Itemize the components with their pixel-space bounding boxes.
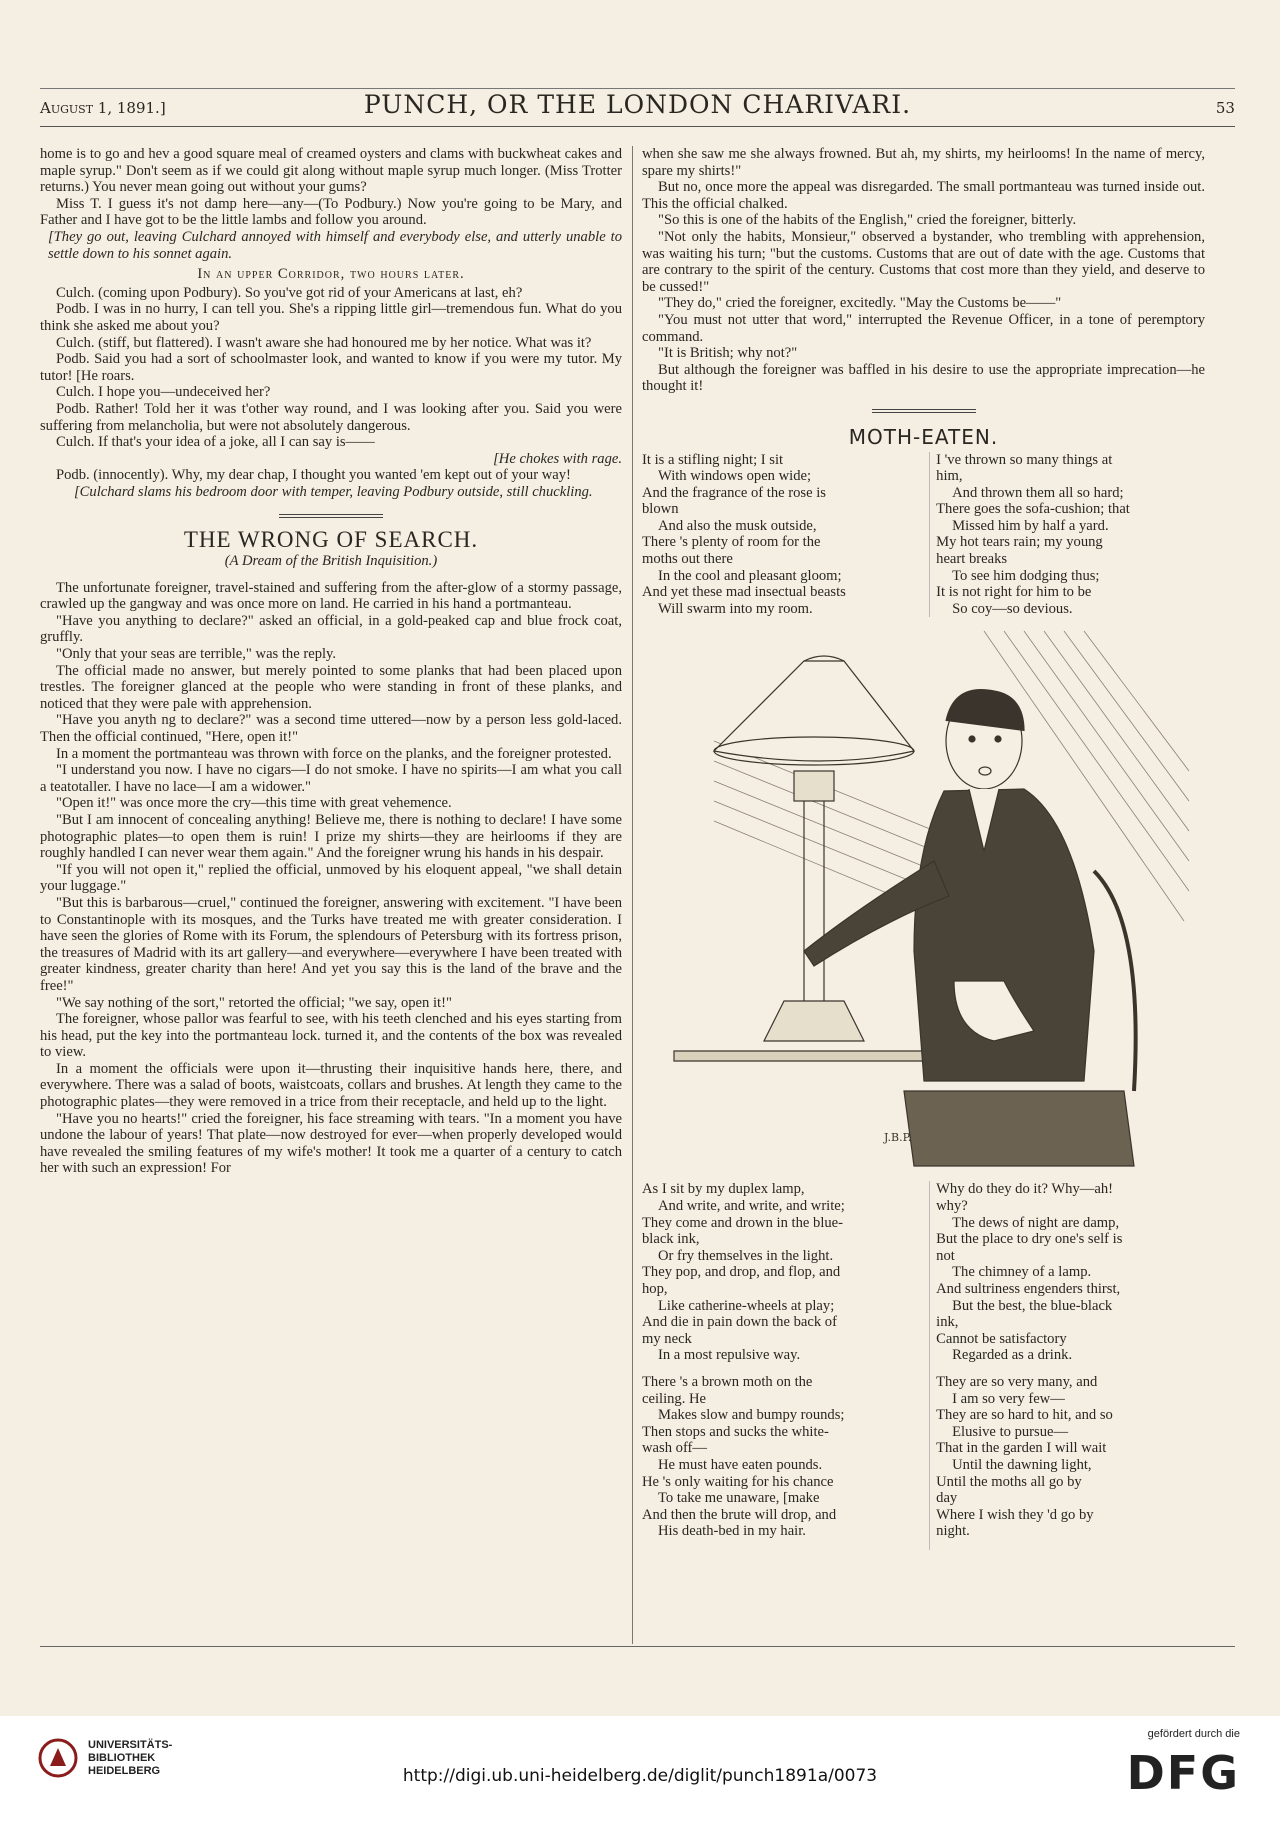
poem-line: Will swarm into my room. bbox=[658, 600, 813, 617]
poem-line: ink, bbox=[936, 1314, 959, 1331]
left-column bbox=[40, 146, 622, 1177]
poem-line: not bbox=[936, 1247, 955, 1264]
poem-line: But the place to dry one's self is bbox=[936, 1231, 1123, 1248]
poem-line: And die in pain down the back of bbox=[642, 1314, 837, 1331]
poem-line: heart breaks bbox=[936, 551, 1008, 568]
poem-line: day bbox=[936, 1490, 958, 1507]
poem-line: He 's only waiting for his chance bbox=[642, 1473, 834, 1490]
poem-line: I 've thrown so many things at bbox=[936, 451, 1113, 468]
poem-line: As I sit by my duplex lamp, bbox=[642, 1181, 805, 1198]
poem-line: It is a stifling night; I sit bbox=[642, 451, 784, 468]
article-paragraph: In a moment the officials were upon it—thrusting their inquisitive hands here, there, and everywhere. There was a salad of boots, waistcoats, collars and brushes. At length they came to the photographic plates—they were removed in a trice from their receptacle, and held up to the light. bbox=[40, 1060, 622, 1111]
dialogue-line: Podb. (innocently). Why, my dear chap, I thought you wanted 'em kept out of your way! bbox=[56, 467, 571, 484]
poem-line: They are so very many, and bbox=[936, 1373, 1098, 1390]
page-number: 53 bbox=[1215, 99, 1235, 117]
scene-intro-1: home is to go and hev a good square meal of creamed oysters and clams with buckwheat cakes and maple syrup." Don't seem as if we could git along without maple syrup much longer. (Miss Trotter returns.) You never mean going out without your gums? bbox=[40, 146, 622, 196]
poem-line: So coy—so devious. bbox=[952, 600, 1073, 617]
library-line: HEIDELBERG bbox=[88, 1764, 161, 1777]
poem-line: blown bbox=[642, 501, 679, 518]
poem-bottom-left bbox=[642, 1181, 912, 1549]
poem-line: His death-bed in my hair. bbox=[658, 1523, 806, 1540]
permalink-url[interactable]: http://digi.ub.uni-heidelberg.de/diglit/punch1891a/0073 bbox=[402, 1766, 878, 1786]
poem-line: With windows open wide; bbox=[658, 468, 812, 485]
dfg-logo: DFG bbox=[1126, 1746, 1240, 1800]
right-column bbox=[642, 146, 1205, 1550]
poem-line: That in the garden I will wait bbox=[936, 1440, 1107, 1457]
poem-line: Until the dawning light, bbox=[952, 1456, 1092, 1473]
publication-title: PUNCH, OR THE LONDON CHARIVARI. bbox=[363, 90, 912, 119]
article-continued: "So this is one of the habits of the English," cried the foreigner, bitterly. bbox=[658, 212, 1077, 229]
poem-line: And write, and write, and write; bbox=[658, 1198, 845, 1215]
poem-top-right bbox=[929, 452, 1205, 618]
poem-line: black ink, bbox=[642, 1231, 700, 1248]
poem-line: And yet these mad insectual beasts bbox=[642, 584, 846, 601]
section-divider bbox=[279, 514, 383, 518]
dialogue-line: Podb. I was in no hurry, I can tell you. She's a ripping little girl—tremendous fun. What do you think she asked me about you? bbox=[40, 301, 622, 334]
article-paragraph: The official made no answer, but merely pointed to some planks that had been placed upon trestles. The foreigner glanced at the people who were standing in front of these planks, and noticed that they were pale with apprehension. bbox=[40, 662, 622, 712]
poem-line: And then the brute will drop, and bbox=[642, 1506, 837, 1523]
poem-line: And sultriness engenders thirst, bbox=[936, 1281, 1121, 1297]
poem-line: night. bbox=[936, 1523, 970, 1540]
article-paragraph: "We say nothing of the sort," retorted the official; "we say, open it!" bbox=[56, 994, 452, 1011]
poem-stanza bbox=[642, 1374, 912, 1540]
dialogue-line: Podb. Rather! Told her it was t'other way round, and I was looking after you. Said you were suffering from melancholia, but were not absolutely dangerous. bbox=[40, 400, 622, 434]
poem-line: Cannot be satisfactory bbox=[936, 1330, 1067, 1347]
poem-line: To take me unaware, [make bbox=[658, 1490, 820, 1507]
dialogue-line: Culch. I hope you—undeceived her? bbox=[56, 384, 271, 401]
dialogue-line: Culch. (coming upon Podbury). So you've got rid of your Americans at last, eh? bbox=[56, 284, 523, 301]
poem-line: him, bbox=[936, 468, 963, 485]
poem-line: my neck bbox=[642, 1330, 692, 1347]
poem-line: There 's plenty of room for the bbox=[642, 534, 821, 551]
scene-intro-2: Miss T. I guess it's not damp here—any—(To Podbury.) Now you're going to be Mary, and Father and I have got to be the little lambs and follow you around. bbox=[40, 195, 622, 229]
library-line: UNIVERSITÄTS- bbox=[88, 1738, 173, 1751]
poem-line: There 's a brown moth on the bbox=[642, 1373, 813, 1390]
dialogue-line: Podb. Said you had a sort of schoolmaster look, and wanted to know if you were my tutor. My tutor! [He roars. bbox=[40, 351, 622, 384]
article-title: THE WRONG OF SEARCH. bbox=[183, 527, 479, 553]
stage-direction-rage: [He chokes with rage. bbox=[493, 450, 622, 467]
poem-line: But the best, the blue-black bbox=[952, 1297, 1113, 1314]
poem-line: He must have eaten pounds. bbox=[658, 1456, 823, 1473]
stage-direction-exit: [Culchard slams his bedroom door with temper, leaving Podbury outside, still chuckling. bbox=[74, 483, 593, 500]
article-subtitle: (A Dream of the British Inquisition.) bbox=[224, 553, 438, 570]
poem-stanza bbox=[642, 1181, 912, 1364]
poem-line: I am so very few— bbox=[952, 1390, 1065, 1407]
article-paragraph: "Have you anyth ng to declare?" was a second time uttered—now by a person less gold-laced. Then the official continued, "Here, open it!" bbox=[40, 712, 622, 745]
poem-line: Makes slow and bumpy rounds; bbox=[658, 1407, 845, 1424]
poem-line: They are so hard to hit, and so bbox=[936, 1407, 1113, 1424]
dialogue-line: Culch. (stiff, but flattered). I wasn't aware she had honoured me by her notice. What was it? bbox=[56, 334, 592, 351]
top-rule bbox=[40, 88, 1235, 89]
poem-line: Missed him by half a yard. bbox=[952, 517, 1109, 534]
poem-line: And thrown them all so hard; bbox=[952, 484, 1124, 501]
man-at-lamp-illustration bbox=[654, 621, 1194, 1181]
poem-top-left bbox=[642, 452, 912, 618]
article-paragraph: The foreigner, whose pallor was fearful to see, with his teeth clenched and his eyes starting from his head, put the key into the portmanteau lock. turned it, and the contents of the box was revealed to view. bbox=[40, 1011, 622, 1061]
poem-line: And the fragrance of the rose is bbox=[642, 484, 826, 501]
poem-line: The chimney of a lamp. bbox=[952, 1264, 1092, 1281]
poem-line: In a most repulsive way. bbox=[658, 1347, 801, 1364]
poem-line: Regarded as a drink. bbox=[952, 1347, 1073, 1364]
poem-top bbox=[642, 452, 1205, 618]
poem-line: They pop, and drop, and flop, and bbox=[642, 1264, 841, 1281]
poem-line: ceiling. He bbox=[642, 1390, 707, 1407]
poem-line: There goes the sofa-cushion; that bbox=[936, 501, 1130, 518]
poem-line: Elusive to pursue— bbox=[952, 1423, 1069, 1440]
article-continued: But although the foreigner was baffled in his desire to use the appropriate imprecation—he thought it! bbox=[642, 361, 1205, 395]
scene-heading: In an upper Corridor, two hours later. bbox=[197, 266, 465, 283]
article-paragraph: "Have you anything to declare?" asked an official, in a gold-peaked cap and blue frock coat, gruffly. bbox=[40, 612, 622, 646]
poem-line: Then stops and sucks the white- bbox=[642, 1423, 829, 1440]
sponsor-block[interactable] bbox=[1127, 1728, 1240, 1800]
section-divider bbox=[872, 409, 976, 413]
poem-line: Until the moths all go by bbox=[936, 1473, 1082, 1490]
poem-stanza bbox=[936, 1181, 1205, 1364]
running-head bbox=[40, 90, 1235, 127]
article-paragraph: "But I am innocent of concealing anything! Believe me, there is nothing to declare! I have some photographic plates—to open them is ruin! I prize my shirts—they are heirlooms if they are roughly handled I can never wear them again." And the foreigner wrung his hands in his despair. bbox=[40, 811, 622, 862]
article-paragraph: "I understand you now. I have no cigars—I do not smoke. I have no spirits—I am what you call a teatotaller. I have no lace—I am a widower." bbox=[40, 762, 622, 795]
poem-stanza bbox=[936, 1374, 1205, 1540]
article-continued: "It is British; why not?" bbox=[658, 345, 798, 362]
poem-bottom bbox=[642, 1181, 1205, 1549]
article-paragraph: The unfortunate foreigner, travel-stained and suffering from the after-glow of a stormy passage, crawled up the gangway and was once more on land. He carried in his hand a portmanteau. bbox=[40, 579, 622, 613]
article-paragraph: In a moment the portmanteau was thrown with force on the planks, and the foreigner protested. bbox=[56, 745, 612, 762]
article-paragraph: "Only that your seas are terrible," was the reply. bbox=[56, 646, 337, 663]
article-paragraph: "Have you no hearts!" cried the foreigner, his face streaming with tears. "In a moment you have undone the labour of years! That plate—now destroyed for ever—when properly developed would have revealed the smiling features of my wife's mother! It took me a quarter of a century to catch her with such an expression! For bbox=[40, 1110, 622, 1177]
poem-line: Why do they do it? Why—ah! bbox=[936, 1181, 1113, 1198]
library-line: BIBLIOTHEK bbox=[88, 1751, 156, 1764]
poem-line: why? bbox=[936, 1198, 968, 1215]
article-continued: But no, once more the appeal was disregarded. The small portmanteau was turned inside out. This the official chalked. bbox=[642, 179, 1205, 212]
article-continued: "You must not utter that word," interrupted the Revenue Officer, in a tone of peremptory command. bbox=[642, 311, 1205, 345]
poem-line: The dews of night are damp, bbox=[952, 1214, 1120, 1231]
poem-line: In the cool and pleasant gloom; bbox=[658, 567, 842, 584]
poem-line: Or fry themselves in the light. bbox=[658, 1247, 834, 1264]
poem-title: MOTH-EATEN. bbox=[848, 424, 999, 449]
stage-direction: [They go out, leaving Culchard annoyed with himself and everybody else, and utterly unable to settle down to his sonnet again. bbox=[48, 228, 622, 262]
poem-line: wash off— bbox=[642, 1440, 707, 1457]
poem-line: Like catherine-wheels at play; bbox=[658, 1297, 835, 1314]
dialogue-line: Culch. If that's your idea of a joke, all I can say is—— bbox=[56, 434, 375, 451]
article-continued: "They do," cried the foreigner, excitedly. "May the Customs be——" bbox=[658, 295, 1062, 312]
poem-line: It is not right for him to be bbox=[936, 584, 1092, 601]
article-paragraph: "Open it!" was once more the cry—this time with great vehemence. bbox=[56, 795, 452, 812]
bottom-rule bbox=[40, 1646, 1235, 1647]
poem-line: And also the musk outside, bbox=[658, 517, 817, 534]
column-rule bbox=[632, 146, 633, 1644]
article-continued: "Not only the habits, Monsieur," observed a bystander, who trembling with apprehension, was waiting his turn; "but the customs. Customs that are out of date with the age. Customs that are contrary to the spirit of the century. Customs that cost more than they yield, and deserve to be cussed!" bbox=[642, 228, 1205, 295]
article-paragraph: "If you will not open it," replied the official, unmoved by his eloquent appeal, "we shall detain your luggage." bbox=[40, 861, 622, 895]
poem-bottom-right bbox=[929, 1181, 1205, 1549]
poem-line: They come and drown in the blue- bbox=[642, 1214, 844, 1231]
poem-line: Where I wish they 'd go by bbox=[936, 1506, 1094, 1523]
digitization-footer bbox=[0, 1716, 1280, 1832]
poem-line: moths out there bbox=[642, 551, 733, 568]
issue-date: August 1, 1891.] bbox=[40, 99, 166, 117]
poem-line: To see him dodging thus; bbox=[952, 567, 1100, 584]
sponsor-label: gefördert durch die bbox=[1147, 1728, 1240, 1740]
article-continued: when she saw me she always frowned. But ah, my shirts, my heirlooms! In the name of mercy, spare my shirts!" bbox=[642, 146, 1205, 179]
svg-text:J.B.P.: J.B.P. bbox=[883, 1131, 911, 1145]
poem-line: hop, bbox=[642, 1281, 668, 1297]
article-paragraph: "But this is barbarous—cruel," continued the foreigner, answering with excitement. "I have been to Constantinople with its mosques, and the Turks have treated me with greater consideration. I have seen the glories of Rome with its Forum, the splendours of Petersburg with its fortress prison, the treasures of Madrid with its art gallery—and everywhere—everywhere I have been treated with greater kindness, greater charity than here! And yet you say this is the land of the brave and the free!" bbox=[40, 894, 622, 994]
poem-line: My hot tears rain; my young bbox=[936, 534, 1103, 551]
